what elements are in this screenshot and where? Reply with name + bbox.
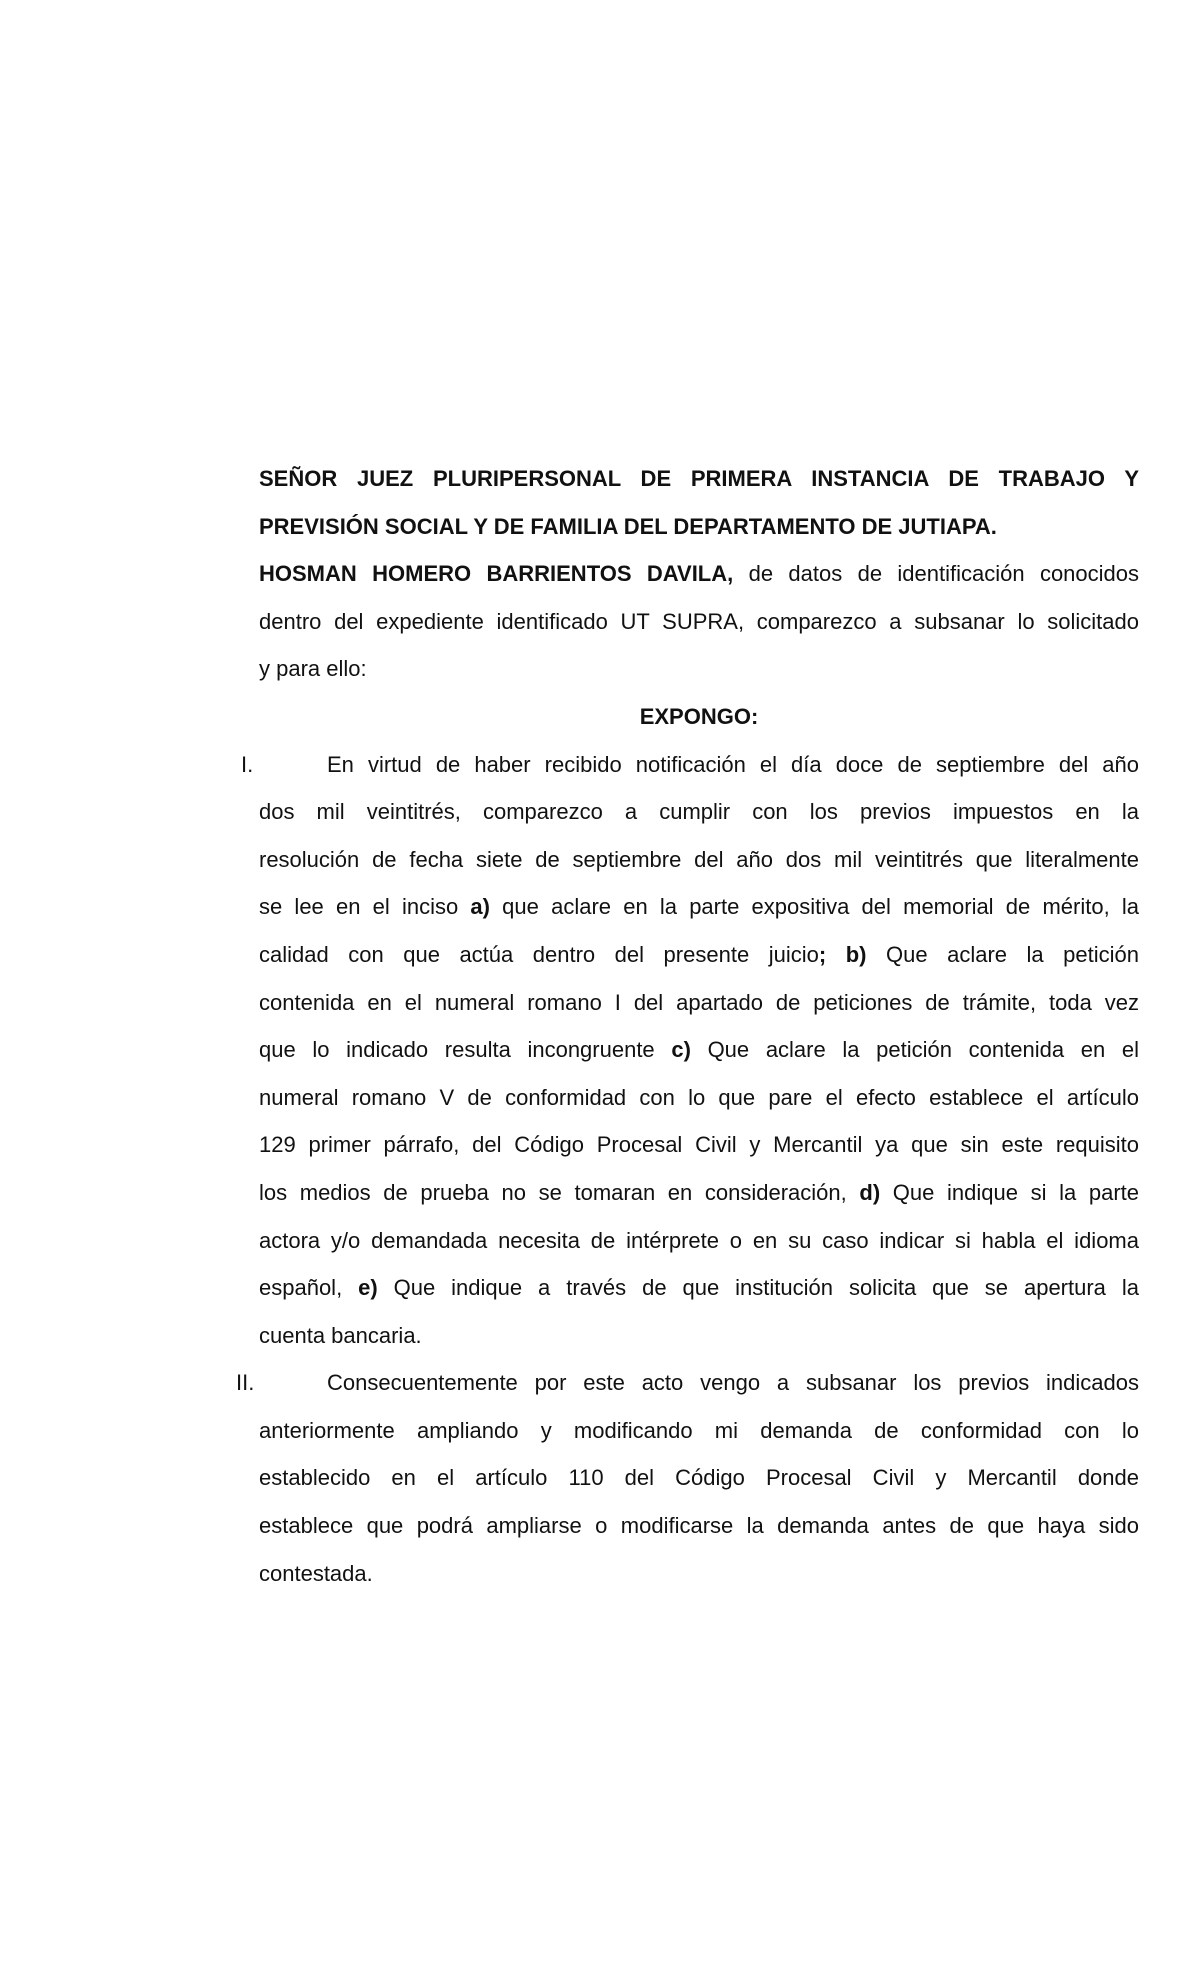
item-1-line-10-a: los medios de prueba no se tomaran en consideración, <box>259 1179 860 1205</box>
item-1-line-4 <box>259 883 1139 931</box>
intro-line-1-rest: de datos de identificación conocidos <box>733 561 1140 587</box>
item-2-text <box>259 1359 1139 1597</box>
item-1-line-12-a: español, <box>259 1275 359 1301</box>
item-2-line-5: contestada. <box>259 1560 373 1586</box>
inciso-a-label: a) <box>470 894 490 920</box>
document-body <box>236 455 1140 1597</box>
item-2-line-2: anteriormente ampliando y modificando mi demanda de conformidad con lo <box>259 1417 1139 1443</box>
exposition-item-2 <box>236 1359 1139 1597</box>
appellant-name: HOSMAN HOMERO BARRIENTOS DAVILA, <box>259 561 734 587</box>
item-1-line-5 <box>259 931 1139 979</box>
item-1-line-4-a: se lee en el inciso <box>259 894 471 920</box>
item-2-line-4: establece que podrá ampliarse o modificarse la demanda antes de que haya sido <box>259 1513 1139 1539</box>
item-1-line-2: dos mil veintitrés, comparezco a cumplir con los previos impuestos en la <box>259 799 1139 825</box>
item-1-line-7-b: Que aclare la petición contenida en el <box>690 1037 1139 1063</box>
exposition-item-1 <box>241 741 1139 1360</box>
item-numeral: I. <box>241 751 254 777</box>
item-1-line-1: En virtud de haber recibido notificación el día doce de septiembre del año <box>327 751 1139 777</box>
item-1-line-12 <box>259 1264 1139 1312</box>
inciso-b-label: b) <box>845 941 867 967</box>
space <box>826 942 846 967</box>
intro-line-1 <box>259 550 1139 598</box>
intro-line-2: dentro del expediente identificado UT SUPRA, comparezco a subsanar lo solicitado <box>259 608 1139 634</box>
item-1-line-5-b: Que aclare la petición <box>866 941 1139 967</box>
heading-line-2: PREVISIÓN SOCIAL Y DE FAMILIA DEL DEPARTAMENTO DE JUTIAPA. <box>259 513 997 539</box>
item-1-line-10-b: Que indique si la parte <box>880 1179 1139 1205</box>
inciso-c-label: c) <box>671 1037 691 1063</box>
item-1-line-9: 129 primer párrafo, del Código Procesal Civil y Mercantil ya que sin este requisito <box>259 1132 1139 1158</box>
item-1-line-6: contenida en el numeral romano I del apartado de peticiones de trámite, toda vez <box>259 989 1139 1015</box>
item-1-line-11: actora y/o demandada necesita de intérprete o en su caso indicar si habla el idioma <box>259 1227 1139 1253</box>
item-2-line-1: Consecuentemente por este acto vengo a subsanar los previos indicados <box>327 1370 1139 1396</box>
item-1-line-3: resolución de fecha siete de septiembre del año dos mil veintitrés que literalmente <box>259 846 1139 872</box>
section-title: EXPONGO: <box>639 703 759 729</box>
inciso-e-label: e) <box>358 1275 378 1301</box>
item-numeral: II. <box>236 1370 255 1396</box>
item-1-line-8: numeral romano V de conformidad con lo que pare el efecto establece el artículo <box>259 1084 1139 1110</box>
item-1-line-13: cuenta bancaria. <box>259 1322 422 1348</box>
intro-line-3: y para ello: <box>259 656 367 682</box>
item-1-line-4-b: que aclare en la parte expositiva del memorial de mérito, la <box>489 894 1139 920</box>
item-1-line-10 <box>259 1169 1139 1217</box>
item-1-line-7 <box>259 1026 1139 1074</box>
heading-line-1: SEÑOR JUEZ PLURIPERSONAL DE PRIMERA INSTANCIA DE TRABAJO Y <box>259 466 1139 491</box>
item-2-line-3: establecido en el artículo 110 del Código Procesal Civil y Mercantil donde <box>259 1465 1139 1491</box>
inciso-d-label: d) <box>859 1179 881 1205</box>
item-1-line-5-a: calidad con que actúa dentro del presente juicio <box>259 941 819 967</box>
semicolon: ; <box>818 941 827 967</box>
item-1-line-12-b: Que indique a través de que institución solicita que se apertura la <box>377 1275 1139 1301</box>
item-1-line-7-a: que lo indicado resulta incongruente <box>259 1037 672 1063</box>
item-1-text <box>259 741 1139 1360</box>
